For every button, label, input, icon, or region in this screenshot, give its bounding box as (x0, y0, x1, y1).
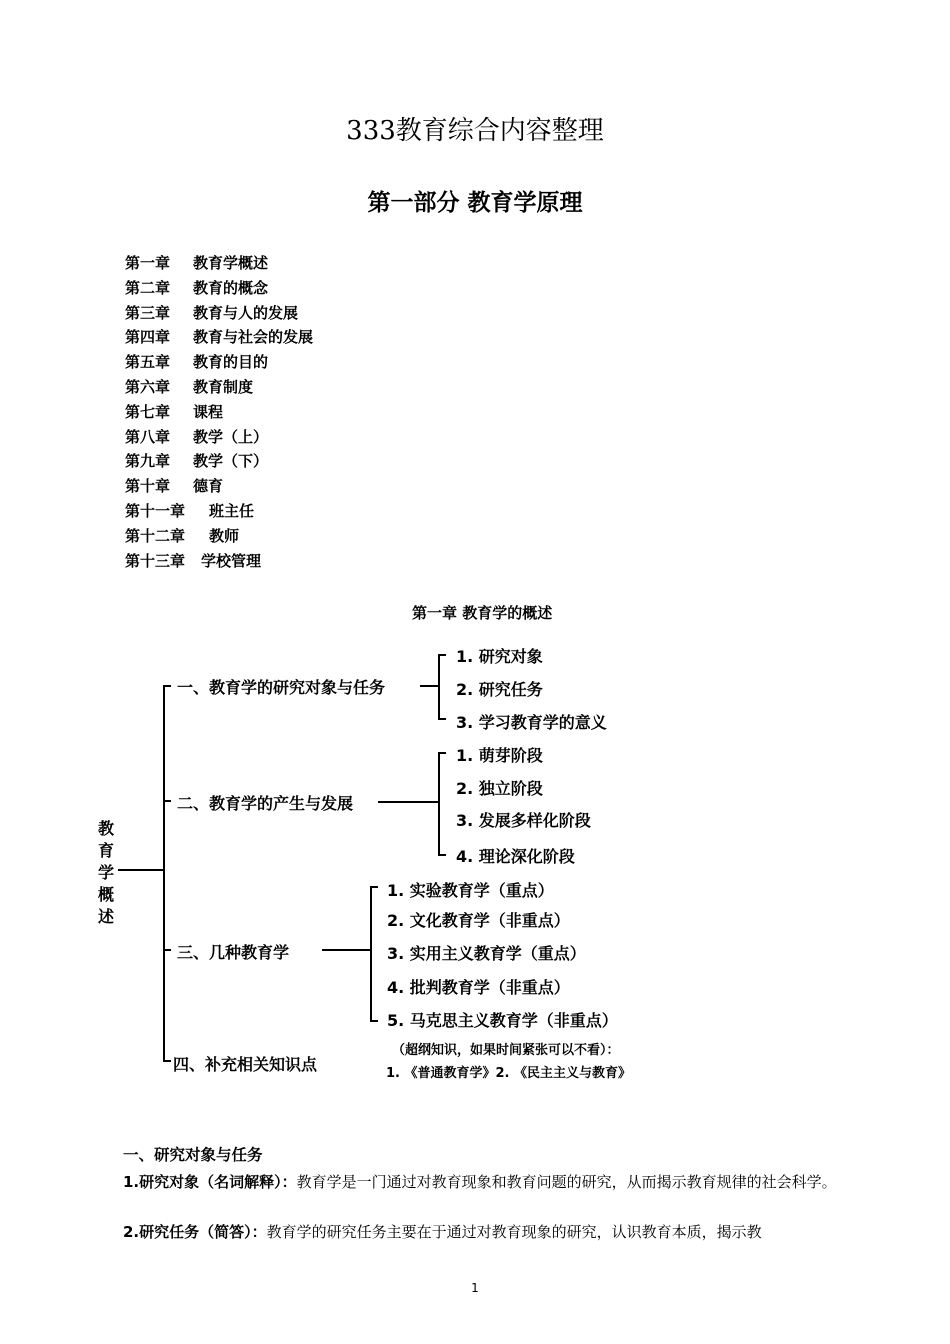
paragraph-text: 教育学的研究任务主要在于通过对教育现象的研究，认识教育本质，揭示教 (266, 1223, 762, 1241)
connector-line (420, 685, 440, 687)
toc-chapter-title: 课程 (193, 402, 224, 421)
toc-chapter-title: 教育的目的 (193, 353, 269, 372)
connector-line (370, 886, 378, 888)
toc-item (125, 425, 313, 450)
root-char: 教 (98, 819, 115, 838)
branch-item: 1. 实验教育学（重点） (387, 881, 554, 900)
toc-item (125, 325, 313, 350)
branch-item: 3. 学习教育学的意义 (456, 713, 607, 732)
bracket-line (438, 654, 440, 720)
connector-line (378, 801, 440, 803)
root-char: 学 (98, 863, 115, 882)
branch-item: 2. 文化教育学（非重点） (387, 911, 570, 930)
branch-item: 3. 发展多样化阶段 (456, 811, 591, 830)
bracket-line (438, 752, 440, 856)
branch-item: 1. 萌芽阶段 (456, 746, 543, 765)
connector-line (163, 800, 171, 802)
toc-chapter-num: 第一章 (125, 254, 171, 272)
toc-item (125, 474, 313, 499)
toc-item (125, 301, 313, 326)
toc-chapter-num: 第十一章 (125, 501, 186, 520)
branch-label: 四、补充相关知识点 (173, 1055, 318, 1074)
toc-chapter-title: 班主任 (209, 501, 255, 520)
toc-chapter-num: 第八章 (125, 427, 171, 446)
branch-item: 2. 研究任务 (456, 680, 543, 699)
toc-item (125, 375, 313, 400)
paragraph (92, 1220, 852, 1245)
paragraph-lead: 2.研究任务（简答）： (123, 1223, 267, 1241)
toc-chapter-title: 教学（下） (193, 452, 269, 471)
root-char: 概 (98, 885, 115, 904)
paragraph-text: 教育学是一门通过对教育现象和教育问题的研究，从而揭示教育规律的社会科学。 (296, 1173, 837, 1191)
toc-chapter-num: 第四章 (125, 328, 171, 347)
root-char: 述 (98, 907, 115, 926)
branch-item: 4. 理论深化阶段 (456, 847, 575, 866)
branch-label: 三、几种教育学 (177, 943, 290, 962)
toc-chapter-title: 德育 (193, 477, 224, 496)
connector-line (322, 949, 372, 951)
toc-chapter-num: 第十章 (125, 477, 171, 496)
branch-item: 1. 研究对象 (456, 647, 543, 666)
table-of-contents (125, 251, 313, 573)
toc-item (125, 549, 313, 574)
toc-chapter-title: 教育的概念 (193, 278, 269, 297)
section-heading: 一、研究对象与任务 (123, 1146, 263, 1164)
connector-line (370, 1020, 378, 1022)
toc-chapter-num: 第十三章 (125, 551, 186, 570)
branch-label: 一、教育学的研究对象与任务 (177, 678, 386, 697)
toc-item (125, 449, 313, 474)
branch-item: 2. 独立阶段 (456, 779, 543, 798)
toc-chapter-title: 教师 (209, 526, 240, 545)
connector-line (438, 854, 446, 856)
toc-chapter-title: 教学（上） (193, 427, 269, 446)
toc-chapter-title: 教育与人的发展 (193, 303, 299, 322)
document-title: 333教育综合内容整理 (346, 116, 604, 146)
connector-line (118, 869, 165, 871)
branch-item: 5. 马克思主义教育学（非重点） (387, 1011, 618, 1030)
toc-chapter-num: 第六章 (125, 377, 171, 396)
branch-item: 4. 批判教育学（非重点） (387, 978, 570, 997)
toc-item (125, 400, 313, 425)
toc-item (125, 499, 313, 524)
toc-item (125, 524, 313, 549)
page-number: 1 (471, 1281, 479, 1295)
toc-chapter-num: 第二章 (125, 278, 171, 297)
branch-note: 1. 《普通教育学》2. 《民主主义与教育》 (386, 1066, 632, 1081)
toc-chapter-num: 第五章 (125, 353, 171, 372)
toc-chapter-num: 第九章 (125, 452, 171, 471)
connector-line (163, 685, 171, 687)
connector-line (438, 654, 446, 656)
connector-line (438, 718, 446, 720)
toc-chapter-num: 第七章 (125, 402, 171, 421)
toc-item (125, 251, 313, 276)
toc-chapter-title: 教育学概述 (193, 254, 269, 272)
toc-item (125, 350, 313, 375)
branch-note: （超纲知识，如果时间紧张可以不看）： (392, 1043, 620, 1058)
toc-chapter-title: 教育与社会的发展 (193, 328, 314, 347)
bracket-line (163, 685, 165, 1061)
bracket-line (370, 886, 372, 1022)
part-title: 第一部分 教育学原理 (367, 190, 583, 216)
branch-label: 二、教育学的产生与发展 (177, 794, 354, 813)
toc-chapter-num: 第十二章 (125, 526, 186, 545)
diagram-title: 第一章 教育学的概述 (412, 604, 553, 622)
root-char: 育 (98, 841, 115, 860)
branch-item: 3. 实用主义教育学（重点） (387, 944, 586, 963)
connector-line (163, 1060, 171, 1062)
toc-item (125, 276, 313, 301)
toc-chapter-title: 学校管理 (201, 551, 262, 570)
connector-line (163, 949, 171, 951)
connector-line (438, 752, 446, 754)
toc-chapter-num: 第三章 (125, 303, 171, 322)
paragraph (92, 1170, 852, 1195)
paragraph-lead: 1.研究对象（名词解释）： (123, 1173, 297, 1191)
toc-chapter-title: 教育制度 (193, 377, 254, 396)
